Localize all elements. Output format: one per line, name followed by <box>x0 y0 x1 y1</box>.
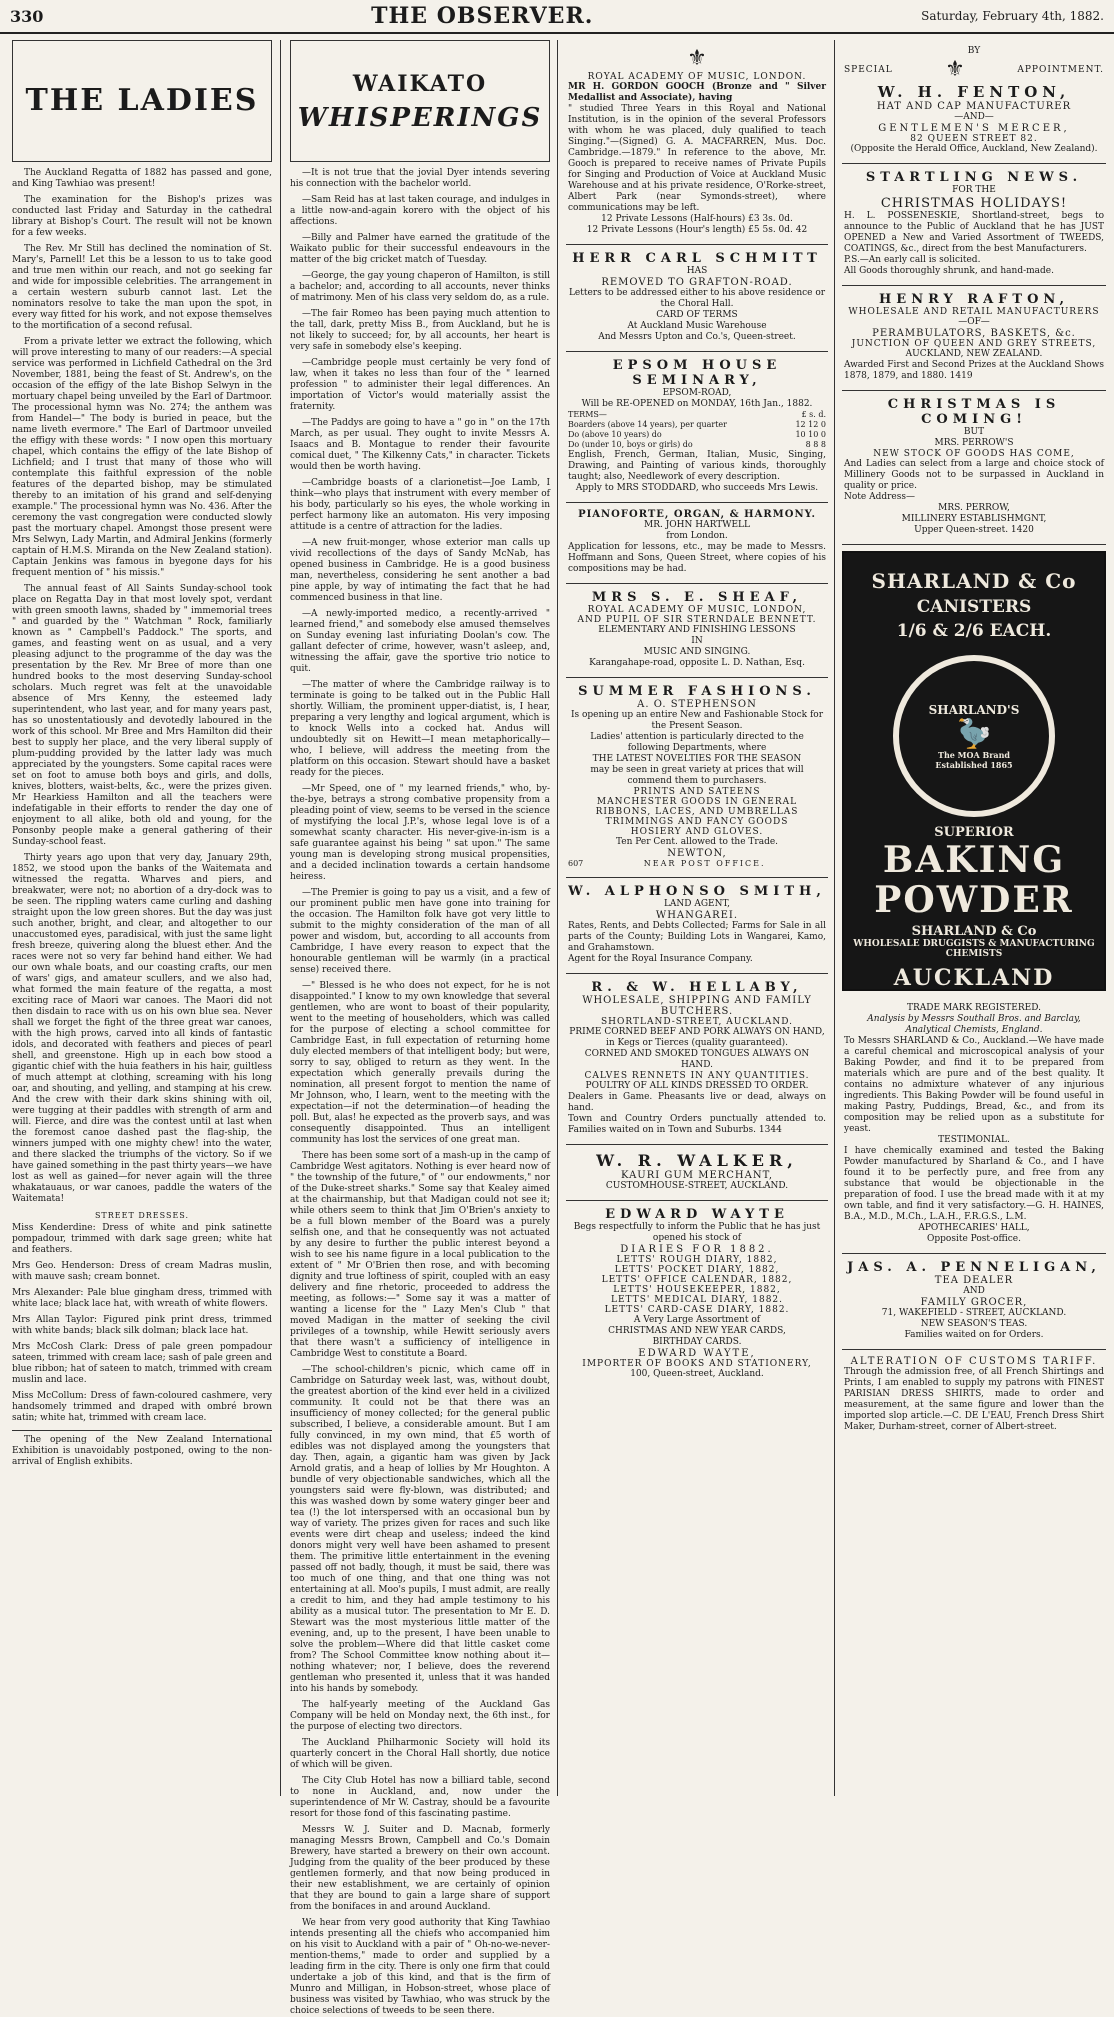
column-advertisements-a <box>560 40 834 1796</box>
article-paragraph: —The fair Romeo has been paying much attention to the tall, dark, pretty Miss B., from Auckland, but he is not likely to succeed; for, by all accounts, her heart is very safe in somebody else's keeping. <box>290 309 550 352</box>
ad-rafton-products: PERAMBULATORS, BASKETS, &c. <box>872 328 1076 339</box>
dress-entry: Mrs McCosh Clark: Dress of pale green pompadour sateen, trimmed with cream lace; sash of pale green and blue ribbon; hat of sateen to match, trimmed with cream muslin and lace. <box>12 1342 272 1385</box>
ad-perrow-body: And Ladies can select from a large and choice stock of Millinery Goods not to be surpassed in Auckland in quality or price. <box>844 459 1104 491</box>
dress-entry: Mrs Geo. Henderson: Dress of cream Madras muslin, with mauve sash; cream bonnet. <box>12 1261 272 1282</box>
ad-schmitt-letters: Letters to be addressed either to his above residence or the Choral Hall. <box>568 288 826 309</box>
ad-schmitt-at: At Auckland Music Warehouse <box>627 321 767 331</box>
article-paragraph: —The school-children's picnic, which came off in Cambridge on Saturday week last, was, without doubt, the greatest abortion of the kind ever held in a civilized community. It could not be that there was an insufficiency of money collected; for the general public subscribed, I believe, a considerable amount. But I am fully convinced, in my own mind, that £5 worth of edibles was not displayed among the youngsters that day. Then, again, a gigantic ham was given by Jack Arnold gratis, and a heap of lollies by Mr Houghton. A bundle of very objectionable sandwiches, which all the youngsters said were fly-blown, was distributed; and this was washed down by some watery ginger beer and tea (!) the lot interspersed with an occasional bun by way of variety. The prizes given for races and such like events were dirt cheap and useless; indeed the kind donors might very well have been ashamed to present them. The primitive little entertainment in the evening passed off not badly, though, it must be said, there was too much of one thing, and that one thing was not entertaining at all. Moo's pupils, I must admit, are really a credit to him, and they had ample testimony to his ability as a musical tutor. The presentation to Mr E. D. Stewart was the most mysterious little matter of the evening, and, up to the present, I have been unable to solve the problem—Where did that little casket come from? The School Committee know nothing about it—nothing whatever; nor, I believe, does the reverend gentleman who presented it, unless that it was handed into his hands by somebody. <box>290 1365 550 1694</box>
ad-wayte-item: LETTS' HOUSEKEEPER, 1882, <box>613 1285 781 1295</box>
ad-hellaby-butchers: BUTCHERS. <box>660 1006 734 1017</box>
article-paragraph: —The Paddys are going to have a " go in " on the 17th March, as per usual. They ought to invite Messrs A. Isaacs and B. Montague to render their favourite comical duet, " The Kilkenny Cats," in character. Tickets would then be worth having. <box>290 418 550 472</box>
column-rule <box>280 40 281 1796</box>
ad-perrow-estab: MILLINERY ESTABLISHMGNT, <box>901 514 1047 524</box>
waikato-masthead-line1: WAIKATO <box>352 71 488 97</box>
article-paragraph: —A new fruit-monger, whose exterior man calls up vivid recollections of the days of Sandy McNab, has opened business in Cambridge. He is a good business man, nevertheless, considering he sent another a bad pine apple, by way of intimating the fact that he had commenced business in that line. <box>290 538 550 603</box>
ad-epsom <box>566 352 828 503</box>
ad-perrow-stock: NEW STOCK OF GOODS HAS COME, <box>873 449 1075 459</box>
ad-sheaf-lessons: ELEMENTARY AND FINISHING LESSONS <box>598 625 796 635</box>
paper-title: THE OBSERVER. <box>371 3 594 29</box>
canister-maker: SHARLAND & Co <box>911 924 1037 939</box>
ad-pianoforte <box>566 503 828 584</box>
ad-rafton-role: WHOLESALE AND RETAIL MANUFACTURERS <box>848 307 1100 317</box>
ad-penneligan-name: JAS. A. PENNELIGAN, <box>847 1260 1101 1275</box>
ad-wayte-intro: Begs respectfully to inform the Public that he has just opened his stock of <box>573 1222 821 1243</box>
ad-epsom-body: English, French, German, Italian, Music, Singing, Drawing, and Painting of various kinds, thoroughly taught; also, Needlework of every description. <box>568 450 826 482</box>
ad-piano-teacher: MR. JOHN HARTWELL <box>643 520 751 530</box>
ad-smith-name: W. ALPHONSO SMITH, <box>568 884 826 899</box>
canister-ring-name: SHARLAND'S <box>928 702 1020 717</box>
ad-fenton-and: —AND— <box>954 112 994 122</box>
ad-perrow-note: Note Address— <box>844 492 915 502</box>
dress-entry: Mrs Allan Taylor: Figured pink print dress, trimmed with white bands; black silk dolman; black lace hat. <box>12 1315 272 1336</box>
ad-perrow-street: Upper Queen-street. 1420 <box>914 525 1034 535</box>
article-paragraph: The City Club Hotel has now a billiard table, second to none in Auckland, and, now under the superintendence of Mr W. Castray, should be a favourite resort for those fond of this fascinating pastime. <box>290 1776 550 1819</box>
ad-hellaby-game: Dealers in Game. Pheasants live or dead, always on hand. <box>568 1092 826 1113</box>
exhibition-notice: The opening of the New Zealand International Exhibition is unavoidably postponed, owing to the non-arrival of English exhibits. <box>12 1435 272 1467</box>
ad-summer-near: NEAR POST OFFICE. <box>643 859 766 868</box>
article-paragraph: —Mr Speed, one of " my learned friends," who, by-the-bye, betrays a strong combative propensity from a pleading point of view, seems to be versed in the science of mystifying the local J.P.'s, whose legal love is of a somewhat scanty character. His never-give-in-ism is a safe guarantee against his being " sat upon." The same young man is developing strong musical propensities, and a decided inclination towards a certain handsome heiress. <box>290 784 550 882</box>
ad-summer-item: TRIMMINGS AND FANCY GOODS <box>605 817 789 827</box>
ad-schmitt-and: And Messrs Upton and Co.'s, Queen-street. <box>598 332 796 342</box>
ad-piano-from: from London. <box>666 531 728 541</box>
trade-body: To Messrs SHARLAND & Co., Auckland.—We have made a careful chemical and microscopical analysis of your Baking Powder, and find it to be prepared from materials which are pure and of the best quality. It contains no admixture whatever of any injurious ingredients. This Baking Powder will be found useful in making Pastry, Puddings, Bread, &c., and from its composition may be relied upon as a substitute for yeast. <box>844 1036 1104 1134</box>
article-paragraph: —Cambridge boasts of a clarionetist—Joe Lamb, I think—who plays that instrument with every member of his body, particularly so his eyes, the whole working in perfect harmony like an automaton. His very imposing attitude is a centre of attraction for the ladies. <box>290 478 550 532</box>
ad-epsom-name: EPSOM HOUSE SEMINARY, <box>612 358 782 388</box>
ad-wayte-sig: EDWARD WAYTE, <box>638 1348 756 1359</box>
ad-summer-number: 607 <box>568 859 584 868</box>
ad-penneligan-grocer: FAMILY GROCER, <box>920 1297 1028 1308</box>
fee-row <box>568 420 826 430</box>
ad-penneligan-families: Families waited on for Orders. <box>904 1330 1044 1340</box>
ad-smith-town: WHANGAREI. <box>655 910 739 921</box>
ad-fenton <box>842 40 1106 164</box>
ad-wayte-item: LETTS' CARD-CASE DIARY, 1882. <box>604 1305 790 1315</box>
ad-wayte <box>566 1201 828 1388</box>
ad-summer-discount: Ten Per Cent. allowed to the Trade. <box>615 837 779 847</box>
ad-summer-item: PRINTS AND SATEENS <box>633 787 761 797</box>
ad-rafton-of: —OF— <box>958 317 990 327</box>
ad-hellaby-beef: PRIME CORNED BEEF AND PORK ALWAYS ON HAND, in Kegs or Tierces (quality guaranteed). <box>569 1027 825 1048</box>
ad-smith-role: LAND AGENT, <box>663 899 731 909</box>
ad-gooch <box>566 40 828 245</box>
ad-schmitt-has: HAS <box>686 266 708 276</box>
ad-hellaby-street: SHORTLAND-STREET, AUCKLAND. <box>600 1017 794 1027</box>
ad-wayte-items <box>568 1255 826 1315</box>
street-dresses-heading: STREET DRESSES. <box>94 1211 190 1220</box>
trade-testimonial-body: I have chemically examined and tested the Baking Powder manufactured by Sharland & Co., and I have found it to be perfectly pure, and free from any substance that would be objectionable in the preparation of food. I use the bread made with it at my own table, and find it very satisfactory.—G. H. HAINES, B.A., M.D., M.Ch., L.A.H., F.R.G.S., L.M. <box>844 1146 1104 1222</box>
article-paragraph: Messrs W. J. Suiter and D. Macnab, formerly managing Messrs Brown, Campbell and Co.'s Domain Brewery, have started a brewery on their own account. Judging from the quality of the beer produced by these gentlemen formerly, and that now being produced in their new establishment, we are certainly of opinion that they are bound to gain a large share of support from the bonifaces in and around Auckland. <box>290 1825 550 1912</box>
moa-bird-icon: 🦤 <box>956 716 992 750</box>
fee-label: Boarders (above 14 years), per quarter <box>568 420 727 429</box>
ad-hellaby <box>566 974 828 1145</box>
waikato-masthead <box>290 40 550 162</box>
article-paragraph: The Auckland Regatta of 1882 has passed and gone, and King Tawhiao was present! <box>12 168 272 189</box>
ad-summer-fashions <box>566 678 828 878</box>
ad-epsom-currency: £ s. d. <box>801 410 826 419</box>
fee-row <box>568 430 826 440</box>
ad-wayte-address: 100, Queen-street, Auckland. <box>630 1369 764 1379</box>
ad-gooch-body: " studied Three Years in this Royal and National Institution, is in the opinion of the several Professors with whom he was placed, duly qualified to teach Singing."—(Signed) G. A. MACFARREN, Mus. Doc. Cambridge.—1879." In reference to the above, Mr. Gooch is prepared to receive names of Private Pupils for Singing and Production of Voice at Auckland Music Warehouse and at his private residence, O'Rorke-street, Albert Park (near Symonds-street), where communications may be left. <box>568 104 826 213</box>
ad-penneligan <box>842 1254 1106 1350</box>
page-header <box>0 0 1114 34</box>
article-paragraph: —The matter of where the Cambridge railway is to terminate is going to be talked out in the Public Hall shortly. William, the prominent upper-diatist, is, I hear, preparing a very lengthy and logical argument, which is to knock Wells into a cocked hat. Andus will undoubtedly sit on Hewitt—I mean metaphorically—who, I believe, will address the meeting from the platform on this occasion. Stewart should have a basket ready for the pieces. <box>290 680 550 778</box>
ad-rafton <box>842 286 1106 391</box>
ad-wayte-name: EDWARD WAYTE <box>605 1207 789 1222</box>
fee-amount: 10 10 0 <box>795 430 826 439</box>
ad-perrow-mrs: MRS. PERROW'S <box>934 438 1014 448</box>
ad-wayte-item: LETTS' POCKET DIARY, 1882, <box>614 1265 780 1275</box>
ad-wayte-diaries: DIARIES FOR 1882. <box>620 1244 774 1255</box>
ad-sheaf-name: MRS S. E. SHEAF, <box>591 590 803 605</box>
ad-appointment-right: APPOINTMENT. <box>1017 65 1104 75</box>
article-paragraph: —It is not true that the jovial Dyer intends severing his connection with the bachelor world. <box>290 168 550 189</box>
issue-date: Saturday, February 4th, 1882. <box>921 9 1104 23</box>
article-paragraph: The examination for the Bishop's prizes was conducted last Friday and Saturday in the cathedral library at Bishop's Court. The result will not be known for a few weeks. <box>12 195 272 238</box>
ad-perrow <box>842 391 1106 545</box>
article-paragraph: —A newly-imported medico, a recently-arrived " learned friend," and somebody else amused themselves on Sunday evening last infuriating Doolan's cow. The gallant defecter of crime, however, wasn't asleep, and, witnessing the affair, gave the sportive trio notice to quit. <box>290 609 550 674</box>
ad-penneligan-address: 71, WAKEFIELD - STREET, AUCKLAND. <box>881 1308 1067 1318</box>
ad-summer-shop: A. O. STEPHENSON <box>637 699 757 710</box>
trade-opposite: Opposite Post-office. <box>927 1234 1021 1244</box>
canister-superior: SUPERIOR <box>934 825 1014 840</box>
ad-summer-item: HOSIERY AND GLOVES. <box>630 827 764 837</box>
ad-schmitt-name: HERR CARL SCHMITT <box>572 251 822 266</box>
ad-appointment-by: BY <box>967 46 981 56</box>
ad-hellaby-name: R. & W. HELLABY, <box>591 980 803 995</box>
ad-rafton-junction: JUNCTION OF QUEEN AND GREY STREETS, <box>851 339 1097 349</box>
ad-fenton-mercer: GENTLEMEN'S MERCER, <box>878 123 1070 134</box>
ad-hellaby-tongues: CORNED AND SMOKED TONGUES ALWAYS ON HAND. <box>584 1049 810 1070</box>
ad-news-holidays: CHRISTMAS HOLIDAYS! <box>880 196 1068 211</box>
ladies-article <box>12 168 272 1205</box>
fee-label: Do (above 10 years) do <box>568 430 662 439</box>
ad-piano-name: PIANOFORTE, ORGAN, & HARMONY. <box>578 509 816 520</box>
canister-brand: The MOA Brand <box>937 749 1011 760</box>
ad-news-body: H. L. POSSENESKIE, Shortland-street, begs to announce to the Public of Auckland that he has JUST OPENED a New and Varied Assortment of TWEEDS, COATINGS, &c., direct from the best Manufacturers. <box>844 211 1104 254</box>
royal-crest-icon: ⚜ <box>687 46 707 71</box>
ad-fenton-name: W. H. FENTON, <box>877 83 1071 101</box>
ad-rafton-prizes: Awarded First and Second Prizes at the Auckland Shows 1878, 1879, and 1880. 1419 <box>844 360 1104 381</box>
article-paragraph: —Sam Reid has at last taken courage, and indulges in a little now-and-again korero with the object of his affections. <box>290 195 550 227</box>
ad-epsom-road: EPSOM-ROAD, <box>662 388 732 398</box>
article-paragraph: —George, the gay young chaperon of Hamilton, is still a bachelor; and, according to all accounts, never thinks of matrimony. Men of his class very seldom do, as a rule. <box>290 271 551 303</box>
ad-hellaby-orders: Town and Country Orders punctually attended to. Families waited on in Town and Suburbs. 1344 <box>568 1114 826 1135</box>
article-paragraph: —" Blessed is he who does not expect, for he is not disappointed." I know to my own knowledge that several gentlemen, who are wont to boast of their popularity, went to the meeting of householders, which was called for the purpose of electing a school committee for Cambridge East, in full expectation of returning home duly elected members of that intelligent body; but were, sorry to say, obliged to return as they went. In the expectation which generally prevails during the nomination, all present forgot to mention the name of Mr Johnson, who, I learn, went to the meeting with the expectation—if not the determination—of heading the poll. But, alas! he expected as the proverb says, and was consequently disappointed. Thus an intelligent community has lost the services of one great man. <box>290 981 550 1145</box>
ad-perrow-but: BUT <box>963 427 985 437</box>
article-paragraph: —Billy and Palmer have earned the gratitude of the Waikato public for their successful endeavours in the matter of the big cricket match of Tuesday. <box>290 233 550 265</box>
ad-summer-items <box>568 787 826 837</box>
ad-news-for: FOR THE <box>952 185 996 195</box>
ad-epsom-fees <box>568 420 826 450</box>
ad-gooch-top: ROYAL ACADEMY OF MUSIC, LONDON. <box>587 72 807 82</box>
ad-summer-name: SUMMER FASHIONS. <box>578 684 816 699</box>
ad-news-ps: P.S.—An early call is solicited. <box>844 255 981 265</box>
article-paragraph: The Rev. Mr Still has declined the nomination of St. Mary's, Parnell! Let this be a lesson to us to take good and true men within our reach, and not go seeking far and wide for impossible celebrities. The arrangement in a certain western suburb cannot last. Let the nominators resolve to take the man upon the spot, in every way fitted for his work, and not expose themselves to the mortification of a second refusal. <box>12 244 272 331</box>
dress-entry: Miss McCollum: Dress of fawn-coloured cashmere, very handsomely trimmed and draped with ombré brown satin; white hat, trimmed with cream lace. <box>12 1391 272 1423</box>
ad-hellaby-rennets: CALVES RENNETS IN ANY QUANTITIES. <box>584 1071 810 1081</box>
ad-gooch-name: MR H. GORDON GOOCH (Bronze and " Silver Medallist and Associate), having <box>568 82 826 103</box>
waikato-masthead-line2: WHISPERINGS <box>297 103 543 133</box>
ad-wayte-item: LETTS' MEDICAL DIARY, 1882. <box>610 1295 784 1305</box>
ad-summer-newton: NEWTON, <box>667 848 727 859</box>
article-paragraph: —The Premier is going to pay us a visit, and a few of our prominent public men have gone into training for the occasion. The Hamilton folk have got very little to submit to the mighty consideration of the man of all power and wisdom, but, according to all accounts from Cambridge, I have every reason to expect that the honourable gentleman will be warmly (in a practical sense) received there. <box>290 888 550 975</box>
ladies-masthead-title: THE LADIES <box>25 83 259 118</box>
page-number: 330 <box>10 6 44 26</box>
waikato-article <box>290 168 550 2017</box>
ad-sheaf-address: Karangahape-road, opposite L. D. Nathan, Esq. <box>589 658 805 668</box>
ad-rafton-name: HENRY RAFTON, <box>879 292 1069 307</box>
ad-summer-opening: Is opening up an entire New and Fashionable Stock for the Present Season. <box>570 710 824 731</box>
ad-smith-body: Rates, Rents, and Debts Collected; Farms for Sale in all parts of the County; Building Lots in Wangarei, Kamo, and Grahamstown. <box>568 921 826 953</box>
canister-line2: CANISTERS <box>916 597 1032 617</box>
ad-rafton-city: AUCKLAND, NEW ZEALAND. <box>905 349 1043 359</box>
ad-summer-novelties: THE LATEST NOVELTIES FOR THE SEASON <box>592 754 802 764</box>
ad-schmitt-card: CARD OF TERMS <box>656 310 738 320</box>
column-advertisements-b <box>836 40 1112 1796</box>
trade-hall: APOTHECARIES' HALL, <box>918 1223 1030 1233</box>
ad-penneligan-teas: NEW SEASON'S TEAS. <box>920 1319 1028 1329</box>
column-waikato-whisperings <box>284 40 556 2016</box>
ad-wayte-item: LETTS' ROUGH DIARY, 1882, <box>616 1255 778 1265</box>
ad-sheaf-music: MUSIC AND SINGING. <box>643 647 751 657</box>
ad-news-name: STARTLING NEWS. <box>865 170 1083 185</box>
ad-wayte-importer: IMPORTER OF BOOKS AND STATIONERY, <box>582 1359 812 1369</box>
ad-wayte-assortment: A Very Large Assortment of <box>633 1315 761 1325</box>
ad-hellaby-role: WHOLESALE, SHIPPING AND FAMILY <box>582 995 812 1006</box>
canister-role: WHOLESALE DRUGGISTS & MANUFACTURING CHEMISTS <box>853 939 1095 959</box>
canister-estab: Established 1865 <box>935 759 1013 770</box>
street-dresses-list <box>12 1223 272 1424</box>
baking-powder-canister-illustration <box>842 551 1106 991</box>
trade-testimonial: TESTIMONIAL. <box>938 1135 1010 1145</box>
ad-smith-agent: Agent for the Royal Insurance Company. <box>568 954 753 964</box>
column-rule <box>834 40 835 1796</box>
column-the-ladies <box>6 40 278 1796</box>
ad-fenton-role: HAT AND CAP MANUFACTURER <box>876 101 1072 112</box>
canister-baking: BAKING <box>882 839 1066 881</box>
article-paragraph: The half-yearly meeting of the Auckland Gas Company will be held on Monday next, the 6th inst., for the purpose of electing two directors. <box>290 1700 550 1732</box>
fee-amount: 12 12 0 <box>795 420 826 429</box>
fee-label: Do (under 10, boys or girls) do <box>568 440 693 449</box>
ad-sheaf-in: IN <box>691 636 703 646</box>
ad-sheaf-academy: ROYAL ACADEMY OF MUSIC, LONDON, <box>587 605 807 615</box>
ad-schmitt-removed: REMOVED TO GRAFTON-ROAD. <box>601 277 793 288</box>
royal-crest-icon: ⚜ <box>945 57 965 82</box>
ad-wayte-item: LETTS' OFFICE CALENDAR, 1882, <box>601 1275 793 1285</box>
fee-amount: 8 8 8 <box>805 440 826 449</box>
ad-tariff-name: ALTERATION OF CUSTOMS TARIFF. <box>850 1356 1098 1367</box>
article-paragraph: The Auckland Philharmonic Society will hold its quarterly concert in the Choral Hall shortly, due notice of which will be given. <box>290 1738 550 1770</box>
ad-wayte-cards: CHRISTMAS AND NEW YEAR CARDS, <box>608 1326 786 1336</box>
ad-fenton-opposite: (Opposite the Herald Office, Auckland, New Zealand). <box>850 144 1098 154</box>
ad-appointment-left: SPECIAL <box>844 65 893 75</box>
fee-row <box>568 440 826 450</box>
ad-fenton-address: 82 QUEEN STREET 82. <box>910 134 1038 144</box>
ad-epsom-apply: Apply to MRS STODDARD, who succeeds Mrs Lewis. <box>575 483 819 493</box>
ad-epsom-reopen: Will be RE-OPENED on MONDAY, 16th Jan., 1882. <box>581 399 813 409</box>
ad-penneligan-role: TEA DEALER <box>934 1275 1014 1286</box>
ad-walker-street: CUSTOMHOUSE-STREET, AUCKLAND. <box>605 1181 789 1191</box>
canister-line3: 1/6 & 2/6 EACH. <box>896 621 1052 641</box>
ad-news-shrunk: All Goods thoroughly shrunk, and hand-made. <box>844 266 1054 276</box>
ad-penneligan-and: AND <box>963 1286 985 1296</box>
ad-sheaf <box>566 584 828 678</box>
ad-tariff-body: Through the admission free, of all French Shirtings and Prints, I am enabled to supply my patrons with FINEST PARISIAN DRESS SHIRTS, made to order and measurement, at the same figure and lower than the imported slop article.—C. DE L'EAU, French Dress Shirt Maker, Durham-street, corner of Albert-street. <box>844 1367 1104 1432</box>
ad-walker-name: W. R. WALKER, <box>596 1151 798 1170</box>
ad-summer-item: MANCHESTER GOODS IN GENERAL <box>596 797 798 807</box>
ad-startling-news <box>842 164 1106 286</box>
ad-summer-ladies: Ladies' attention is particularly directed to the following Departments, where <box>590 732 804 753</box>
ad-summer-item: RIBBONS, LACES, AND UMBRELLAS <box>595 807 799 817</box>
dress-entry: Miss Kenderdine: Dress of white and pink satinette pompadour, trimmed with dark sage green; white hat and feathers. <box>12 1223 272 1255</box>
ad-piano-body: Application for lessons, etc., may be made to Messrs. Hoffmann and Sons, Queen Street, where copies of his compositions may be had. <box>568 542 826 574</box>
column-rule <box>557 40 558 1796</box>
ladies-masthead <box>12 40 272 162</box>
ad-sheaf-pupil: AND PUPIL OF SIR STERNDALE BENNETT. <box>577 615 817 625</box>
canister-city: AUCKLAND <box>893 965 1055 991</box>
article-paragraph: There has been some sort of a mash-up in the camp of Cambridge West agitators. Nothing is ever heard now of " the township of the future," of " our endowments," nor of the Duke-street sharks." Some say that Kealey aimed at the chairmanship, but that Madigan could not see it; while others seem to think that Jim O'Brien's anxiety to be a full blown member of the Board was a purely selfish one, and that he consequently was not actuated by any desire to further the public interest beyond a wish to see his name figure in a local publication to the extent of " Mr O'Brien then rose, and with becoming dignity and true loftiness of spirit, coupled with an easy delivery and fine rhetoric, proceeded to address the meeting, as follows:—" Some say it was a matter of wanting a license for the " Lazy Men's Club " that moved Madigan in the matter of seeking the civil privileges of a township, while Hewitt seriously avers that there wasn't a sufficiency of intelligence in Cambridge West to constitute a Board. <box>290 1151 550 1359</box>
moa-brand-emblem <box>893 655 1055 817</box>
ad-alphonso-smith <box>566 878 828 974</box>
trade-analysis: Analysis by Messrs Southall Bros. and Barclay, Analytical Chemists, England. <box>867 1014 1081 1035</box>
ad-walker-role: KAURI GUM MERCHANT, <box>621 1170 773 1181</box>
canister-line1: SHARLAND & Co <box>871 569 1077 593</box>
ad-customs-tariff <box>842 1350 1106 1441</box>
ad-summer-prices: may be seen in great variety at prices that will commend them to purchasers. <box>590 765 804 786</box>
ad-perrow-sig: MRS. PERROW, <box>938 503 1010 513</box>
article-paragraph: Thirty years ago upon that very day, January 29th, 1852, we stood upon the banks of the Waitemata and witnessed the regatta. Wharves and piers, and breakwater, were not; no abortion of a dry-dock was to be seen. The rippling waters came curling and dashing straight upon the low green shores. But the day was just such another, bright, and clear, and altogether to our unaccustomed eyes, paradisical, with just the same light fresh breeze, quivering along the bluest ether. And the races were not so very far behind hand either. We had our own whale boats, and our coasting crafts, our men of wars' gigs, and amateur scullers, and we also had, what formed the main feature of the regatta, a most exciting race of Maori war canoes. The Maori did not then disdain to race with us on his own blue sea. Never shall we forget the fight of the three great war canoes, with the high prows, carved into all kinds of fantastic idols, and decorated with feathers and pieces of pearl shell, and greenstone. High up in each bow stood a gigantic chief with the huia feathers in his hair, guiltless of much attempt at clothing, screaming with his long oar, and shouting, and yelling, and stamping at his crew. And the crew with their dark skins shining with oil, were tugging at their paddles with strength of arm and will. Fierce, and dire was the contest until at last when the foremost canoe dashed past the flag-ship, the winners jumped with one mighty chew! into the water, and there slacked the triumphs of the victory. So if we have gained something in the past thirty years—we have lost as well as gained—for never again will the three whakatauaus, or war canoes, paddle the waters of the Waitemata! <box>12 853 272 1204</box>
ad-walker <box>566 1145 828 1201</box>
ad-perrow-name: CHRISTMAS IS COMING! <box>887 397 1061 427</box>
trade-mark: TRADE MARK REGISTERED. <box>907 1003 1041 1013</box>
ad-gooch-rate: 12 Private Lessons (Hour's length) £5 5s. 0d. 42 <box>586 225 808 235</box>
ad-hellaby-poultry: POULTRY OF ALL KINDS DRESSED TO ORDER. <box>585 1081 809 1091</box>
dress-entry: Mrs Alexander: Pale blue gingham dress, trimmed with white lace; black lace hat, with wreath of white flowers. <box>12 1288 272 1309</box>
canister-powder: POWDER <box>874 879 1074 921</box>
ad-sharland-testimonial <box>842 997 1106 1254</box>
article-paragraph: From a private letter we extract the following, which will prove interesting to many of our readers:—A special service was performed in Lichfield Cathedral on the 3rd November, 1881, being the feast of St. Andrew's, on the occasion of the effigy of the late Bishop Selwyn in the mortuary chapel being unveiled by the Earl of Dartmoor. The processional hymn was No. 274; the anthem was from Handel—" The body is buried in peace, but the name liveth evermore." The Earl of Dartmoor unveiled the effigy with these words: " I now open this mortuary chapel, which contains the effigy of the late Bishop of Lichfield; and I trust that many of those who will contemplate this faithful expression of the noble features of the departed bishop, may be stimulated thereby to an imitation of his grand and self-denying example." The processional hymn was No. 436. After the ceremony the vast congregation were conducted slowly past the mortuary chapel. Amongst those present were Mrs Selwyn, Lady Martin, and Admiral Jenkins (formerly captain of H.M.S. Miranda on the New Zealand station). Captain Jenkins was famous in byegone days for his frequent mention of " his missis." <box>12 337 272 578</box>
ad-gooch-rate: 12 Private Lessons (Half-hours) £3 3s. 0d. <box>601 214 793 224</box>
article-paragraph: We hear from very good authority that King Tawhiao intends presenting all the chiefs who accompanied him on his visit to Auckland with a pair of " Oh-no-we-never-mention-thems," made to order and supplied by a leading firm in the city. There is only one firm that could undertake a job of this kind, and that is the firm of Munro and Milligan, in Hobson-street, whose place of business was visited by Tawhiao, who was struck by the choice selections of tweeds to be seen there. <box>290 1918 550 2016</box>
ad-schmitt <box>566 245 828 352</box>
article-paragraph: —Cambridge people must certainly be very fond of law, when it takes no less than four of the " learned profession " to administer their legal differences. An importation of Victor's would materially assist the fraternity. <box>290 358 550 412</box>
article-paragraph: The annual feast of All Saints Sunday-school took place on Regatta Day in that most lovely spot, verdant with green smooth lawns, shaded by " immemorial trees " and guarded by the " Watchman " Rock, familiarly known as " Campbell's Paddock." The sports, and games, and feasting went on as usual, and a very pleasing adjunct to the programme of the day was the presentation by the Rev. Mr Bree of more than one hundred books to the most deserving Sunday-school scholars. Much regret was felt at the unavoidable absence of Mrs Kenny, the esteemed lady superintendent, who last year, and for many years past, has so unostentatiously and devotedly laboured in the work of this school. Mr Bree and Mrs Hamilton did their best to supply her place, and the very liberal supply of plum-pudding provided by the latter lady was much appreciated by the youngsters. Some capital races were set on foot to amuse both boys and girls, and dolls, knives, blotters, waist-belts, &c., were the prizes given. Mr Hearkiess Hamilton and all the teachers were indefatigable in their efforts to render the day one of enjoyment to all alike, both old and young, for the Ponsonby people make a general gathering of their Sunday-school feast. <box>12 584 272 847</box>
ad-wayte-birthday: BIRTHDAY CARDS. <box>652 1337 742 1347</box>
ad-epsom-terms: TERMS— <box>568 410 607 419</box>
